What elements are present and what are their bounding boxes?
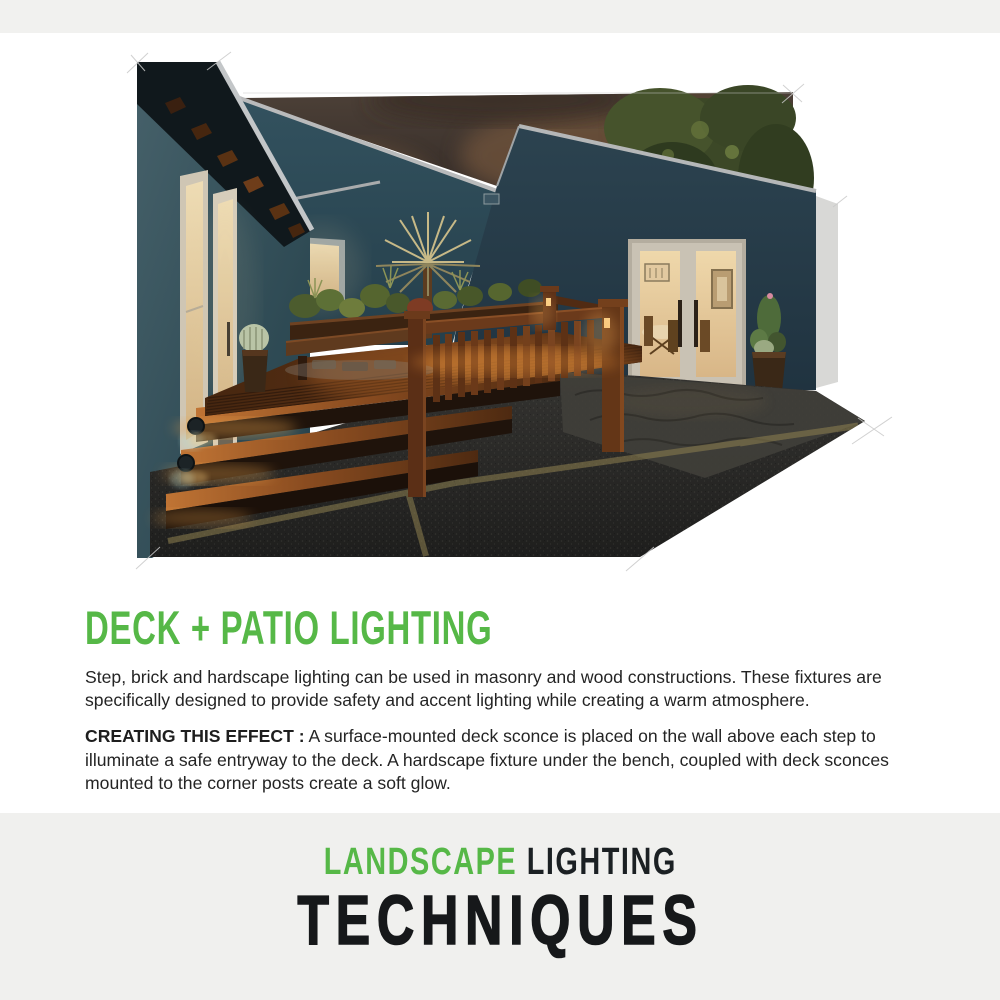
effect-text: A surface-mounted deck sconce is placed on the wall above each step to illuminate a safe entryway to the deck. A hardscape fixture under the bench, coupled with deck sconces mounted to the corner posts create a soft glow. — [85, 726, 889, 793]
series-title: TECHNIQUES — [296, 880, 704, 959]
page-title: DECK + PATIO LIGHTING — [85, 601, 493, 654]
effect-paragraph — [85, 725, 937, 795]
door-handle — [694, 300, 698, 347]
brand-landscape: LANDSCAPE — [323, 841, 517, 883]
brand-line — [323, 843, 676, 883]
door-handle — [678, 300, 682, 347]
article — [85, 601, 937, 795]
side-wall-strip — [816, 196, 838, 388]
brand-lighting: LIGHTING — [526, 841, 677, 883]
effect-label: CREATING THIS EFFECT : — [85, 726, 305, 747]
footer-band — [0, 813, 1000, 1000]
intro-paragraph: Step, brick and hardscape lighting can be used in masonry and wood constructions. These fixtures are specifically designed to provide safety and accent lighting while creating a warm atmosphere. — [85, 667, 882, 711]
